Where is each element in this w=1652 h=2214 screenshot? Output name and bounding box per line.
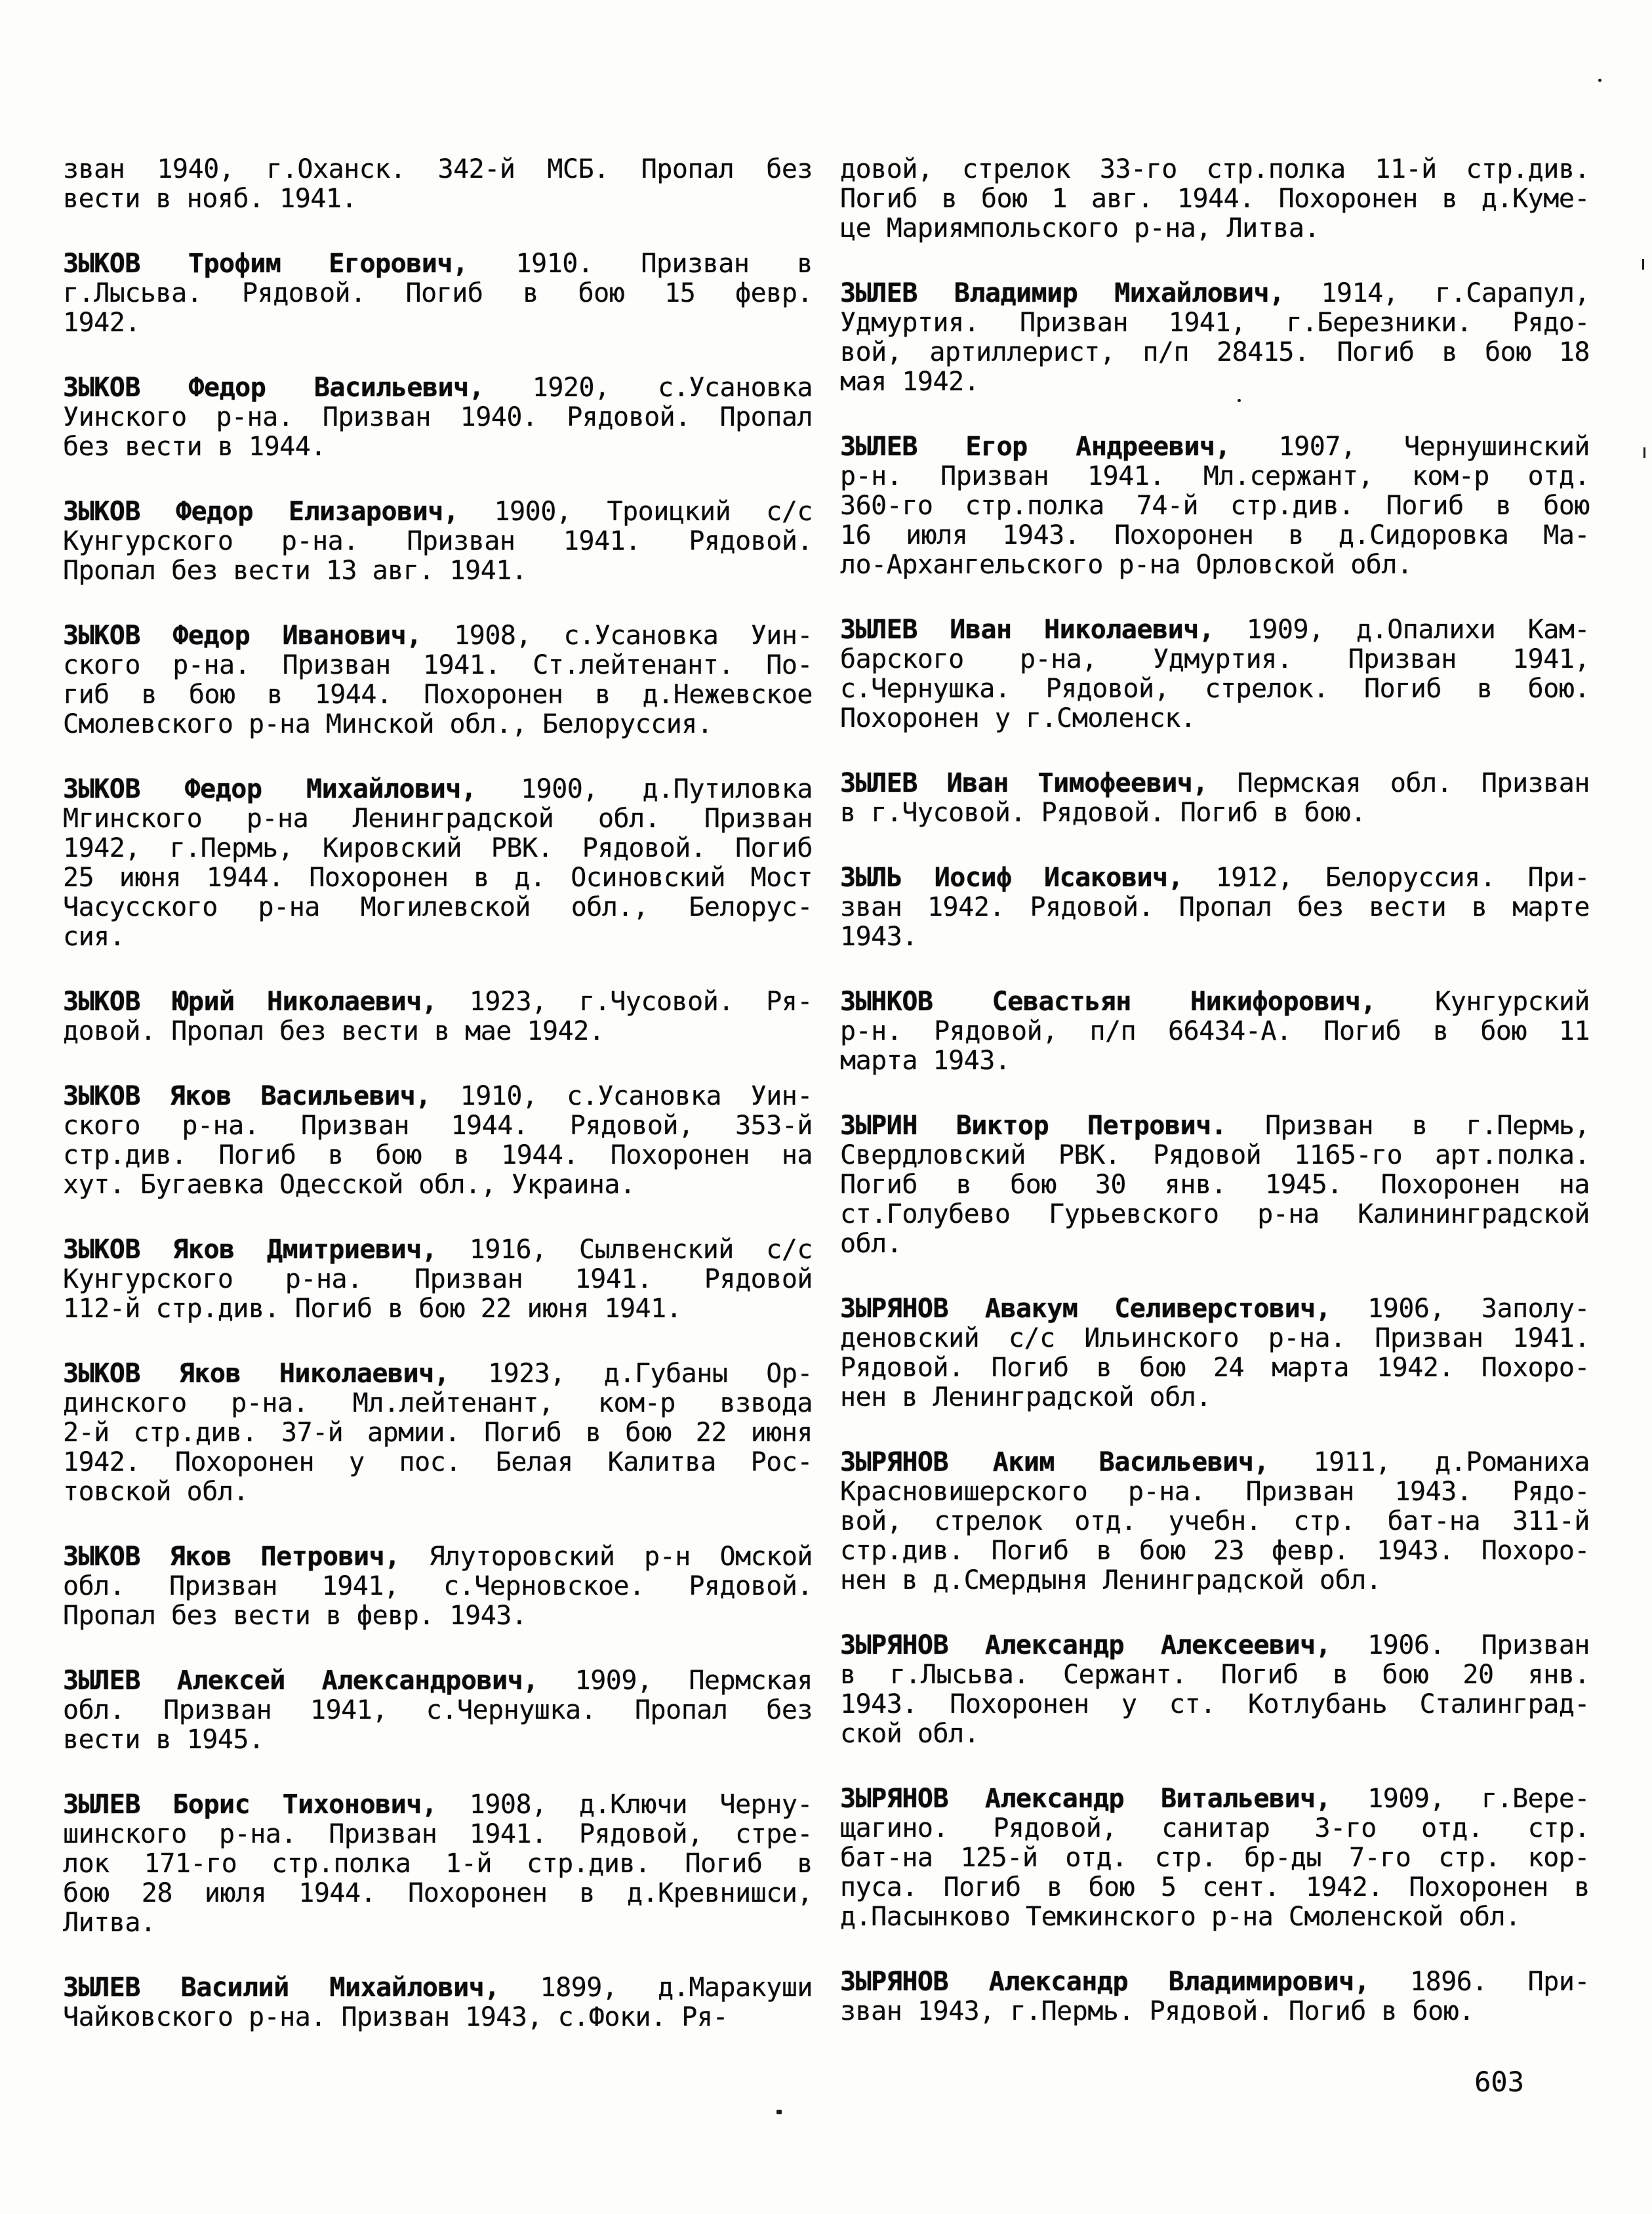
entry-surname: ЗЫРИН Виктор Петрович.: [840, 1111, 1227, 1141]
entry-line: 1943.: [840, 922, 917, 952]
entry: [63, 1359, 813, 1507]
entry: [63, 249, 813, 338]
entry-line: зван 1942. Рядовой. Пропал без вести в марте: [840, 892, 1590, 922]
entry-surname: ЗЫКОВ Яков Николаевич,: [63, 1359, 450, 1389]
entry: [63, 1666, 813, 1755]
entry-line: бою 28 июля 1944. Похоронен в д.Кревнишси,: [63, 1878, 813, 1908]
entry-line: [63, 497, 813, 527]
entry-line: стр.див. Погиб в бою 23 февр. 1943. Похоро-: [840, 1536, 1590, 1566]
entry-line: обл. Призван 1941, с.Чернушка. Пропал без: [63, 1695, 813, 1725]
entry-line-text: 1909, Пермская: [574, 1666, 813, 1696]
entry-line: Удмуртия. Призван 1941, г.Березники. Рядо-: [840, 308, 1590, 338]
entry-line: [840, 987, 1590, 1017]
scan-speckle: [1238, 399, 1241, 402]
entry-line: ского р-на. Призван 1941. Ст.лейтенант. По-: [63, 650, 813, 680]
entry-line: нен в д.Смердыня Ленинградской обл.: [840, 1565, 1382, 1595]
entry-surname: ЗЫКОВ Федор Васильевич,: [63, 373, 485, 403]
entry-line-text: 1896. При-: [1410, 1967, 1590, 1997]
entry-line: [63, 1082, 813, 1111]
entry-line: Уинского р-на. Призван 1940. Рядовой. Пропал: [63, 402, 813, 432]
entry-line: р-н. Призван 1941. Мл.сержант, ком-р отд.: [840, 461, 1590, 491]
entry-line: пуса. Погиб в бою 5 сент. 1942. Похоронен в: [840, 1872, 1590, 1902]
entry-line: барского р-на, Удмуртия. Призван 1941,: [840, 644, 1590, 674]
entry-surname: ЗЫРЯНОВ Александр Владимирович,: [840, 1967, 1370, 1997]
entry: [63, 987, 813, 1046]
entry: [840, 615, 1590, 733]
entry: [63, 1542, 813, 1631]
entry-line: Свердловский РВК. Рядовой 1165-го арт.полка.: [840, 1140, 1590, 1170]
entry-surname: ЗЫРЯНОВ Авакум Селиверстович,: [840, 1294, 1331, 1324]
entry-line: Пропал без вести 13 авг. 1941.: [63, 556, 527, 586]
entry: [63, 155, 813, 214]
entry-line-text: 1923, д.Губаны Ор-: [488, 1359, 813, 1389]
entry-line: динского р-на. Мл.лейтенант, ком-р взвода: [63, 1388, 813, 1418]
entry-line-text: Ялуторовский р-н Омской: [429, 1542, 813, 1572]
entry-line: 112-й стр.див. Погиб в бою 22 июня 1941.: [63, 1294, 682, 1324]
entry-line: ской обл.: [840, 1719, 980, 1749]
column-right: [840, 155, 1590, 2097]
entry-surname: ЗЫЛЕВ Иван Тимофеевич,: [840, 768, 1208, 798]
entry-line: стр.див. Погиб в бою в 1944. Похоронен на: [63, 1140, 813, 1170]
entry-line: Рядовой. Погиб в бою 24 марта 1942. Похоро-: [840, 1353, 1590, 1383]
entry-surname: ЗЫКОВ Трофим Егорович,: [63, 249, 468, 279]
entry-surname: ЗЫРЯНОВ Александр Алексеевич,: [840, 1630, 1331, 1660]
entry-line-text: 1907, Чернушинский: [1278, 432, 1590, 462]
entry-surname: ЗЫКОВ Федор Михайлович,: [63, 774, 477, 804]
entry-line: вести в нояб. 1941.: [63, 184, 357, 214]
entry-line-text: 1920, с.Усановка: [532, 373, 813, 403]
entry-line: товской обл.: [63, 1477, 249, 1507]
page-number-row: [840, 2067, 1590, 2097]
entry-line: зван 1943, г.Пермь. Рядовой. Погиб в бою.: [840, 1996, 1474, 2026]
entry-line: в г.Лысьва. Сержант. Погиб в бою 20 янв.: [840, 1660, 1590, 1690]
entry-line: Кунгурского р-на. Призван 1941. Рядовой.: [63, 526, 813, 556]
entry-line: 16 июля 1943. Похоронен в д.Сидоровка Ма-: [840, 520, 1590, 550]
entry: [63, 1082, 813, 1200]
entry-line-text: 1909, г.Вере-: [1367, 1784, 1590, 1814]
entry-surname: ЗЫЛЕВ Владимир Михайлович,: [840, 278, 1285, 308]
column-left: [63, 155, 813, 2097]
entry-line: [63, 1973, 813, 2003]
entry-line: р-н. Рядовой, п/п 66434-А. Погиб в бою 11: [840, 1016, 1590, 1046]
entry-line-text: 1908, с.Усановка Уин-: [454, 621, 813, 651]
entry-line: Похоронен у г.Смоленск.: [840, 703, 1196, 733]
entry-line: обл. Призван 1941, с.Черновское. Рядовой.: [63, 1571, 813, 1601]
entry-line: Литва.: [63, 1908, 156, 1938]
entry-line: [63, 1359, 813, 1389]
entry-line: вой, артиллерист, п/п 28415. Погиб в бою 18: [840, 337, 1590, 367]
entry-surname: ЗЫЛЕВ Василий Михайлович,: [63, 1973, 500, 2003]
entry-line: в г.Чусовой. Рядовой. Погиб в бою.: [840, 798, 1366, 828]
entry-line-text: 1900, д.Путиловка: [521, 774, 813, 804]
entry-surname: ЗЫКОВ Юрий Николаевич,: [63, 987, 437, 1017]
entry: [840, 1294, 1590, 1412]
entry-line: 2-й стр.див. 37-й армии. Погиб в бою 22 июня: [63, 1418, 813, 1448]
entry-line-text: 1909, д.Опалихи Кам-: [1246, 615, 1590, 645]
entry: [840, 155, 1590, 243]
entry-line: щагино. Рядовой, санитар 3-го отд. стр.: [840, 1813, 1590, 1843]
entry-line: [840, 1631, 1590, 1660]
entry-line: ст.Голубево Гурьевского р-на Калининградской: [840, 1199, 1590, 1229]
entry-surname: ЗЫЛЕВ Иван Николаевич,: [840, 615, 1215, 645]
entry-line: Кунгурского р-на. Призван 1941. Рядовой: [63, 1264, 813, 1294]
entry: [63, 1235, 813, 1324]
entry-line: [63, 1666, 813, 1696]
entry-line: [840, 1784, 1590, 1814]
entry-line: г.Лысьва. Рядовой. Погиб в бою 15 февр.: [63, 278, 813, 308]
entry-line: [63, 1235, 813, 1265]
entry-line: с.Чернушка. Рядовой, стрелок. Погиб в бою.: [840, 674, 1590, 704]
entry-line: [840, 1967, 1590, 1997]
entry-surname: ЗЫРЯНОВ Аким Васильевич,: [840, 1447, 1270, 1477]
entry-line: [63, 621, 813, 651]
entry-line: Смолевского р-на Минской обл., Белоруссия.: [63, 709, 713, 739]
entry: [840, 863, 1590, 952]
entry: [840, 279, 1590, 397]
entry-surname: ЗЫКОВ Яков Петрович,: [63, 1542, 400, 1572]
entry-line-text: 1912, Белоруссия. При-: [1215, 863, 1590, 893]
entry-line: мая 1942.: [840, 367, 980, 397]
entry-line: [840, 769, 1590, 798]
entry-line: довой, стрелок 33-го стр.полка 11-й стр.див.: [840, 154, 1590, 184]
entry: [63, 497, 813, 586]
entry-line: [840, 1111, 1590, 1141]
entry-line: 1943. Похоронен у ст. Котлубань Сталинград-: [840, 1689, 1590, 1719]
entry-line-text: 1911, д.Романиха: [1313, 1447, 1590, 1477]
entry-line: [840, 1294, 1590, 1324]
entry-line: 1942, г.Пермь, Кировский РВК. Рядовой. Погиб: [63, 833, 813, 863]
entry-surname: ЗЫКОВ Яков Васильевич,: [63, 1081, 431, 1111]
entry-line: [63, 1542, 813, 1572]
entry-line-text: Пермская обл. Призван: [1237, 768, 1590, 798]
scan-artifact: [1642, 259, 1644, 270]
entry-line: Погиб в бою 1 авг. 1944. Похоронен в д.Куме-: [840, 184, 1590, 214]
entry-line: це Мариямпольского р-на, Литва.: [840, 213, 1320, 243]
entry-line: [63, 373, 813, 403]
entry-line: шинского р-на. Призван 1941. Рядовой, стре-: [63, 1819, 813, 1849]
entry-line: [840, 615, 1590, 645]
entry-line: [840, 863, 1590, 893]
entry-line: 25 июня 1944. Похоронен в д. Осиновский Мост: [63, 863, 813, 893]
entry: [63, 775, 813, 952]
entry: [840, 1448, 1590, 1595]
entry-line: 1942. Похоронен у пос. Белая Калитва Рос-: [63, 1447, 813, 1477]
entry: [63, 621, 813, 739]
entry-line-text: 1899, д.Маракуши: [540, 1973, 813, 2003]
entry: [840, 1784, 1590, 1932]
entry-surname: ЗЫКОВ Федор Иванович,: [63, 621, 422, 651]
entry-line: Чайковского р-на. Призван 1943, с.Фоки. Ря-: [63, 2002, 729, 2032]
entry-line: 1942.: [63, 308, 140, 338]
entry-line: обл.: [840, 1229, 902, 1259]
entry-line: Пропал без вести в февр. 1943.: [63, 1601, 527, 1631]
entry-line: деновский с/с Ильинского р-на. Призван 1941.: [840, 1323, 1590, 1353]
entry: [840, 769, 1590, 828]
entry-line-text: 1916, Сылвенский с/с: [469, 1235, 813, 1265]
entry-line: сия.: [63, 922, 125, 952]
entry-line: [63, 775, 813, 804]
entry-line: Мгинского р-на Ленинградской обл. Призван: [63, 804, 813, 834]
entry-line: [63, 249, 813, 279]
entry-line: бат-на 125-й отд. стр. бр-ды 7-го стр. кор-: [840, 1843, 1590, 1873]
entry-line: ло-Архангельского р-на Орловской обл.: [840, 550, 1413, 580]
scan-dot: [776, 2110, 782, 2114]
entry-line: [63, 987, 813, 1017]
entry-line: довой. Пропал без вести в мае 1942.: [63, 1016, 605, 1046]
entry-line: [840, 279, 1590, 308]
entry-line-text: 1900, Троицкий с/с: [494, 497, 813, 527]
entry-line: без вести в 1944.: [63, 432, 326, 462]
entry-line: лок 171-го стр.полка 1-й стр.див. Погиб в: [63, 1849, 813, 1879]
entry-line: 360-го стр.полка 74-й стр.див. Погиб в бою: [840, 491, 1590, 521]
entry-line: гиб в бою в 1944. Похоронен в д.Нежевское: [63, 680, 813, 710]
entry: [63, 1973, 813, 2032]
entry-line: Красновишерского р-на. Призван 1943. Рядо-: [840, 1477, 1590, 1507]
entry: [63, 373, 813, 462]
entry: [840, 1631, 1590, 1749]
entry-line: [840, 432, 1590, 462]
entry-line-text: 1908, д.Ключи Черну-: [469, 1790, 813, 1820]
entry-line: [840, 1448, 1590, 1477]
entry-line: марта 1943.: [840, 1046, 1011, 1076]
entry: [63, 1790, 813, 1938]
entry-line: д.Пасынково Темкинского р-на Смоленской обл.: [840, 1902, 1521, 1932]
entry-line: вести в 1945.: [63, 1725, 264, 1755]
entry-surname: ЗЫЛЕВ Борис Тихонович,: [63, 1790, 437, 1820]
entry: [840, 1967, 1590, 2026]
entry-line-text: 1923, г.Чусовой. Ря-: [469, 987, 813, 1017]
entry-surname: ЗЫРЯНОВ Александр Витальевич,: [840, 1784, 1331, 1814]
page-number: 603: [1474, 2066, 1524, 2098]
entry-surname: ЗЫЛЬ Иосиф Исакович,: [840, 863, 1184, 893]
entry-line-text: 1910. Призван в: [515, 249, 813, 279]
entry-surname: ЗЫКОВ Федор Елизарович,: [63, 497, 459, 527]
scan-artifact: [1643, 447, 1645, 458]
entry-line: [63, 1790, 813, 1820]
entry-surname: ЗЫЛЕВ Алексей Александрович,: [63, 1666, 538, 1696]
scan-speckle: [1598, 79, 1602, 82]
entry-line: хут. Бугаевка Одесской обл., Украина.: [63, 1170, 635, 1200]
entry-line-text: 1910, с.Усановка Уин-: [460, 1081, 813, 1111]
entry-line-text: 1906. Призван: [1367, 1630, 1590, 1660]
entry-line-text: 1906, Заполу-: [1367, 1294, 1590, 1324]
entry-line: Часусского р-на Могилевской обл., Белорус-: [63, 892, 813, 922]
entry-surname: ЗЫНКОВ Севастьян Никифорович,: [840, 987, 1377, 1017]
entry-line: ского р-на. Призван 1944. Рядовой, 353-й: [63, 1111, 813, 1141]
entry-line: зван 1940, г.Оханск. 342-й МСБ. Пропал без: [63, 154, 813, 184]
entry-line-text: Призван в г.Пермь,: [1265, 1111, 1590, 1141]
entry-surname: ЗЫКОВ Яков Дмитриевич,: [63, 1235, 437, 1265]
entry-line: нен в Ленинградской обл.: [840, 1382, 1211, 1412]
entry: [840, 1111, 1590, 1259]
entry-surname: ЗЫЛЕВ Егор Андреевич,: [840, 432, 1231, 462]
entry: [840, 432, 1590, 580]
entry-line: Погиб в бою 30 янв. 1945. Похоронен на: [840, 1170, 1590, 1200]
entry-line-text: Кунгурский: [1435, 987, 1590, 1017]
entry-line-text: 1914, г.Сарапул,: [1321, 278, 1590, 308]
entry-line: вой, стрелок отд. учебн. стр. бат-на 311-й: [840, 1506, 1590, 1536]
entry: [840, 987, 1590, 1076]
